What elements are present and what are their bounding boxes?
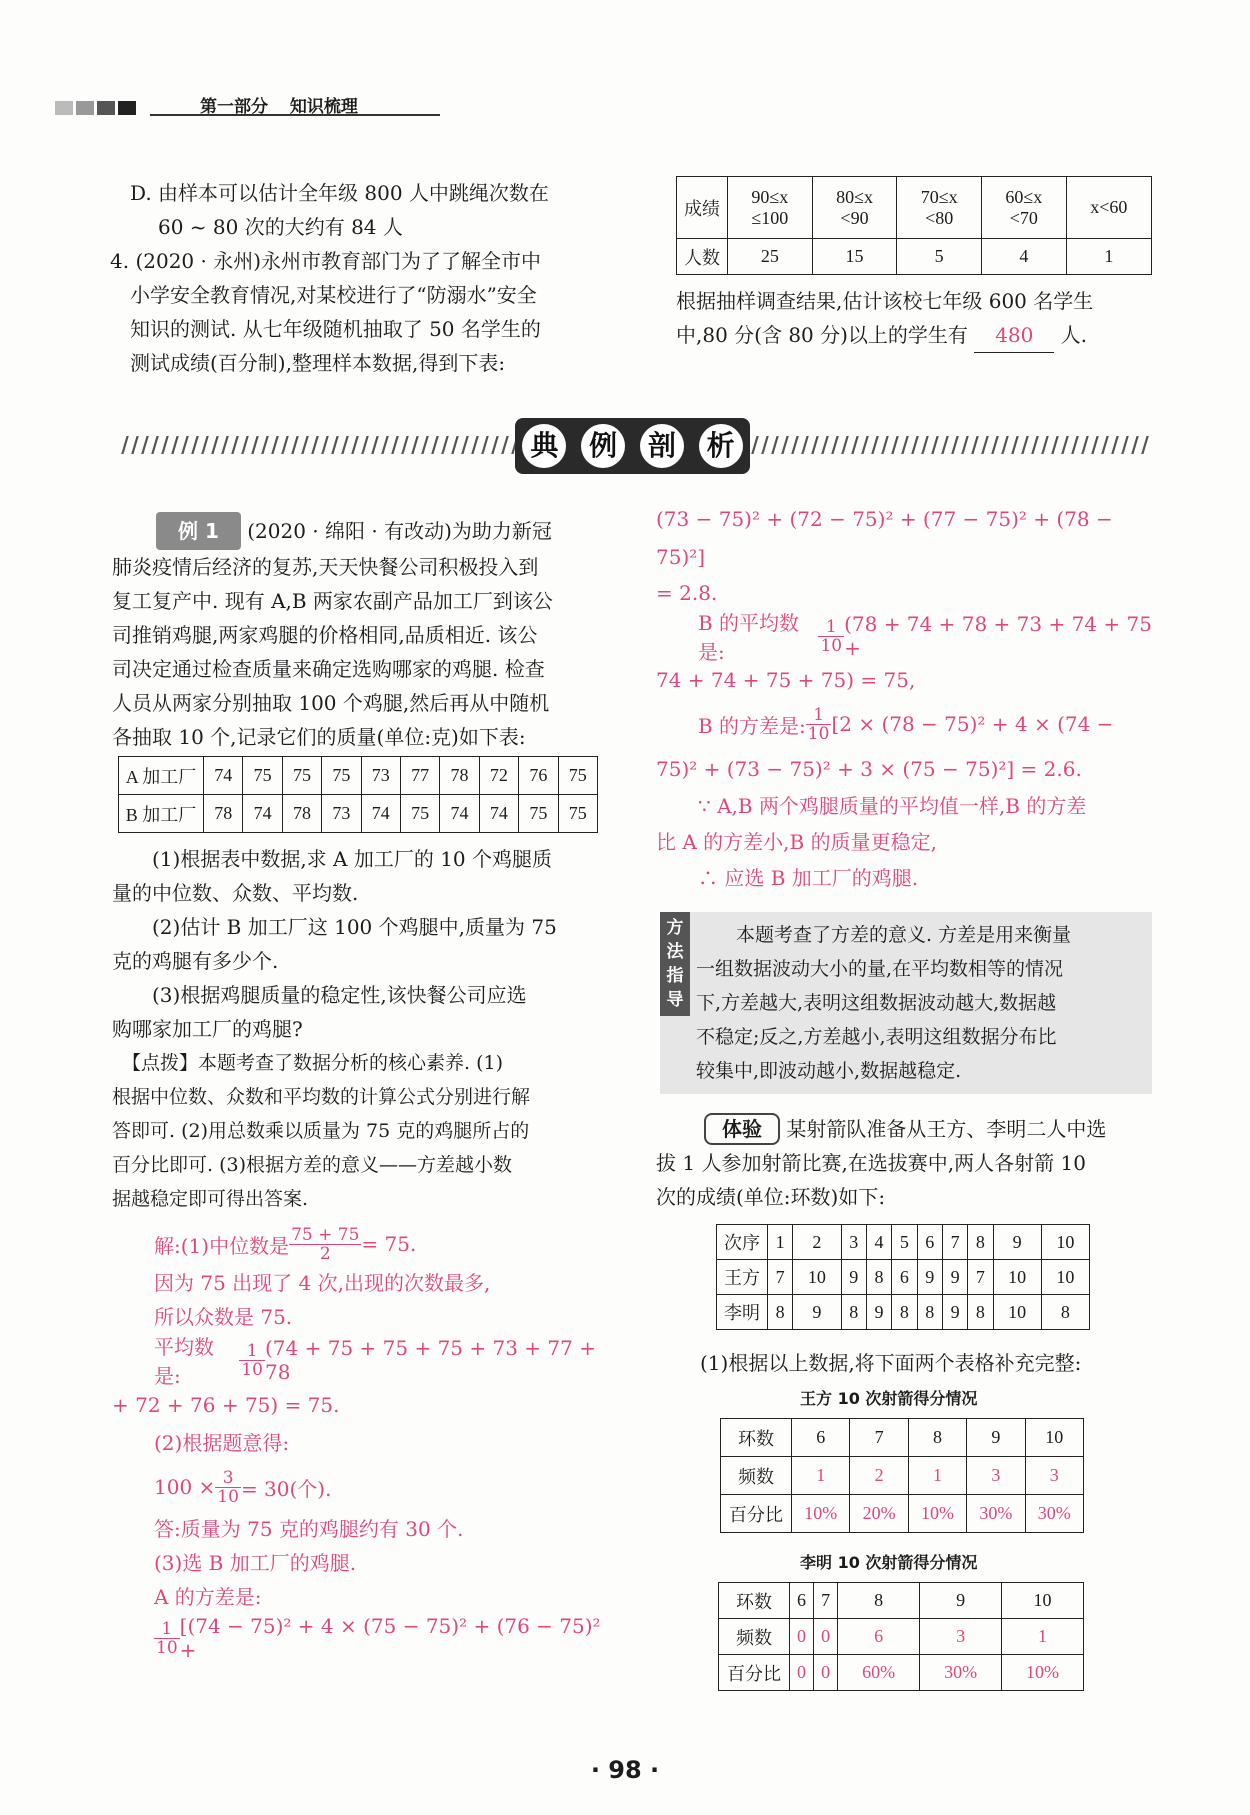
- cell: 75: [243, 757, 282, 795]
- cell: 10%: [908, 1495, 966, 1533]
- cell: 2: [850, 1457, 908, 1495]
- cell: 75: [558, 795, 597, 833]
- count-cell: 1: [1066, 239, 1151, 275]
- example1-line6: 人员从两家分别抽取 100 个鸡腿,然后再从中随机: [112, 691, 550, 715]
- cell: 72: [479, 757, 518, 795]
- variance-b-fraction: $\frac{1}{10}$: [807, 704, 830, 744]
- variance-b: B 的方差是: $\frac{1}{10}$ [2 × (78 − 75)² + 4 × (74 −: [698, 704, 1114, 744]
- cell: 9: [920, 1583, 1002, 1619]
- method-guide-label: 方 法 指 导: [660, 912, 690, 1016]
- example1-line1: 例 1 (2020 · 绵阳 · 有改动)为助力新冠: [112, 512, 612, 550]
- table-row: [717, 1260, 1090, 1295]
- cell: 10: [993, 1295, 1041, 1330]
- hint-line2: 根据中位数、众数和平均数的计算公式分别进行解: [112, 1086, 531, 1108]
- cell: 8: [968, 1225, 993, 1260]
- cell: 74: [204, 757, 243, 795]
- cell: 3: [841, 1225, 866, 1260]
- banner-char: 例: [581, 424, 625, 468]
- solution-mode-line2: 所以众数是 75.: [154, 1305, 293, 1329]
- table-row: [717, 1295, 1090, 1330]
- variance-a-fraction: $\frac{1}{10}$: [156, 1618, 178, 1658]
- mean-fraction: $\frac{1}{10}$: [241, 1340, 263, 1380]
- question3-line1: (3)根据鸡腿质量的稳定性,该快餐公司应选: [152, 983, 527, 1007]
- table-row: [721, 1457, 1084, 1495]
- solution-variance-a-formula: $\frac{1}{10}$ [(74 − 75)² + 4 × (75 − 75)² + (76 − 75)² +: [156, 1614, 601, 1662]
- section-banner-title: [515, 418, 750, 474]
- header-topic-label: 知识梳理: [289, 97, 358, 117]
- cell: 1: [1002, 1619, 1084, 1655]
- solution-mean-cont: + 72 + 76 + 75) = 75.: [112, 1393, 340, 1417]
- experience-badge: 体验: [704, 1113, 780, 1145]
- solution-median: 解:(1)中位数是 $\frac{75 + 75}{2}$ = 75.: [154, 1224, 417, 1264]
- left-top-block: [110, 176, 630, 380]
- experience-block: [656, 1112, 1156, 1214]
- question4-line2: 小学安全教育情况,对某校进行了“防溺水”安全: [130, 283, 537, 307]
- median-fraction: $\frac{75 + 75}{2}$: [291, 1224, 360, 1264]
- option-d-line2: 60 ~ 80 次的大约有 84 人: [158, 215, 403, 239]
- solution-part2-answer: 答:质量为 75 克的鸡腿约有 30 个.: [154, 1517, 464, 1541]
- row-label: 李明: [717, 1295, 768, 1330]
- header-section-label: 第一部分: [200, 97, 268, 117]
- solution-mean: 平均数是: $\frac{1}{10}$ (74 + 75 + 75 + 75 + 73 + 77 + 78: [154, 1335, 596, 1388]
- cell: 9: [841, 1260, 866, 1295]
- row-label: B 加工厂: [119, 795, 204, 833]
- hint-line5: 据越稳定即可得出答案.: [112, 1188, 309, 1210]
- score-table: [676, 176, 1152, 275]
- example1-badge: 例 1: [156, 512, 241, 550]
- question1-line1: (1)根据表中数据,求 A 加工厂的 10 个鸡腿质: [152, 847, 553, 871]
- cell: 30%: [920, 1655, 1002, 1691]
- cell: 30%: [1025, 1495, 1083, 1533]
- cell: 10: [1025, 1419, 1083, 1457]
- cell: 0: [814, 1655, 838, 1691]
- table-row: [721, 1495, 1084, 1533]
- cell: 74: [440, 795, 479, 833]
- solution-part2-head: (2)根据题意得:: [154, 1431, 290, 1455]
- cell: 6: [892, 1260, 917, 1295]
- experience-line1: 体验 某射箭队准备从王方、李明二人中选: [656, 1112, 1156, 1146]
- cell: 0: [790, 1619, 814, 1655]
- question4-line4: 测试成绩(百分制),整理样本数据,得到下表:: [130, 351, 506, 375]
- cell: 9: [866, 1295, 891, 1330]
- cell: 10%: [792, 1495, 850, 1533]
- table-row: [119, 757, 598, 795]
- cell: 7: [968, 1260, 993, 1295]
- archery-score-table: [716, 1224, 1090, 1330]
- cell: 9: [793, 1295, 841, 1330]
- solution-part3-head: (3)选 B 加工厂的鸡腿.: [154, 1551, 357, 1575]
- cell: 8: [908, 1419, 966, 1457]
- cell: 20%: [850, 1495, 908, 1533]
- cell: 7: [850, 1419, 908, 1457]
- cell: 3: [920, 1619, 1002, 1655]
- table-row: [119, 795, 598, 833]
- cell: 3: [1025, 1457, 1083, 1495]
- cell: 6: [838, 1619, 920, 1655]
- score-row-label: 成绩: [677, 177, 728, 239]
- estimate-line1: 根据抽样调查结果,估计该校七年级 600 名学生: [676, 289, 1094, 313]
- hint-line3: 答即可. (2)用总数乘以质量为 75 克的鸡腿所占的: [112, 1120, 530, 1142]
- cell: 75: [282, 757, 321, 795]
- cell: 4: [866, 1225, 891, 1260]
- count-cell: 4: [982, 239, 1067, 275]
- row-label: 频数: [719, 1619, 790, 1655]
- example1-block: [112, 512, 612, 754]
- cell: 0: [790, 1655, 814, 1691]
- fill-prompt: (1)根据以上数据,将下面两个表格补充完整:: [700, 1351, 1082, 1375]
- cell: 10: [993, 1260, 1041, 1295]
- experience-line2: 拔 1 人参加射箭比赛,在选拔赛中,两人各射箭 10: [656, 1151, 1086, 1175]
- cell: 8: [892, 1295, 917, 1330]
- row-label: 环数: [719, 1583, 790, 1619]
- cell: 6: [790, 1583, 814, 1619]
- question2-line1: (2)估计 B 加工厂这 100 个鸡腿中,质量为 75: [152, 915, 557, 939]
- cell: 10%: [1002, 1655, 1084, 1691]
- hint-block: [112, 1046, 612, 1216]
- question1-line2: 量的中位数、众数、平均数.: [112, 881, 359, 905]
- cell: 74: [479, 795, 518, 833]
- right-top-block: [676, 284, 1156, 353]
- table-row: [717, 1225, 1090, 1260]
- cell: 8: [841, 1295, 866, 1330]
- question2-line2: 克的鸡腿有多少个.: [112, 949, 279, 973]
- mean-b: B 的平均数是: $\frac{1}{10}$ (78 + 74 + 78 + 73 + 74 + 75 +: [698, 611, 1152, 664]
- solution-part2-calc: 100 × $\frac{3}{10}$ = 30(个).: [154, 1467, 332, 1507]
- li-score-table: [718, 1582, 1084, 1691]
- cell: 7: [942, 1225, 967, 1260]
- cell: 10: [1041, 1225, 1089, 1260]
- mean-b-cont: 74 + 74 + 75 + 75) = 75,: [656, 668, 916, 692]
- method-line3: 下,方差越大,表明这组数据波动越大,数据越: [696, 992, 1057, 1014]
- cell: 1: [768, 1225, 793, 1260]
- estimate-line2: 中,80 分(含 80 分)以上的学生有 480 人.: [676, 318, 1156, 353]
- method-line5: 较集中,即波动越小,数据越稳定.: [696, 1060, 962, 1082]
- score-header-cell: 90≤x ≤100: [728, 177, 813, 239]
- mean-b-fraction: $\frac{1}{10}$: [820, 616, 843, 656]
- cell: 7: [814, 1583, 838, 1619]
- li-table-caption: 李明 10 次射箭得分情况: [800, 1553, 978, 1572]
- row-label: A 加工厂: [119, 757, 204, 795]
- solution-left-block: [112, 1222, 622, 1662]
- cell: 74: [243, 795, 282, 833]
- cell: 9: [993, 1225, 1041, 1260]
- cell: 10: [793, 1260, 841, 1295]
- cell: 75: [322, 757, 361, 795]
- cell: 8: [768, 1295, 793, 1330]
- cell: 7: [768, 1260, 793, 1295]
- cell: 78: [440, 757, 479, 795]
- row-label: 次序: [717, 1225, 768, 1260]
- row-label: 百分比: [719, 1655, 790, 1691]
- cell: 73: [361, 757, 400, 795]
- score-header-cell: 80≤x <90: [812, 177, 897, 239]
- cell: 6: [917, 1225, 942, 1260]
- banner-char: 剖: [640, 424, 684, 468]
- table-row: [721, 1419, 1084, 1457]
- table-row: [719, 1583, 1084, 1619]
- banner-char: 典: [522, 424, 566, 468]
- method-line1: 本题考查了方差的意义. 方差是用来衡量: [736, 924, 1072, 946]
- question4-line3: 知识的测试. 从七年级随机抽取了 50 名学生的: [130, 317, 541, 341]
- cell: 9: [967, 1419, 1025, 1457]
- conclusion-line2: 比 A 的方差小,B 的质量更稳定,: [656, 830, 937, 854]
- count-fraction: $\frac{3}{10}$: [217, 1467, 239, 1507]
- experience-line3: 次的成绩(单位:环数)如下:: [656, 1185, 886, 1209]
- example1-line3: 复工复产中. 现有 A,B 两家农副产品加工厂到该公: [112, 589, 553, 613]
- cell: 74: [361, 795, 400, 833]
- cell: 9: [942, 1260, 967, 1295]
- score-header-cell: x<60: [1066, 177, 1151, 239]
- question3-line2: 购哪家加工厂的鸡腿?: [112, 1017, 303, 1041]
- count-cell: 25: [728, 239, 813, 275]
- solution-mode-line1: 因为 75 出现了 4 次,出现的次数最多,: [154, 1271, 491, 1295]
- cell: 8: [917, 1295, 942, 1330]
- conclusion-line1: ∵ A,B 两个鸡腿质量的平均值一样,B 的方差: [698, 794, 1087, 818]
- hint-line1: 【点拨】本题考查了数据分析的核心素养. (1): [122, 1052, 503, 1074]
- cell: 10: [1041, 1260, 1089, 1295]
- chicken-weight-table: [118, 756, 598, 833]
- cell: 2: [793, 1225, 841, 1260]
- cell: 78: [282, 795, 321, 833]
- cell: 10: [1002, 1583, 1084, 1619]
- count-row-label: 人数: [677, 239, 728, 275]
- solution-variance-a-label: A 的方差是:: [154, 1585, 262, 1609]
- count-cell: 15: [812, 239, 897, 275]
- cell: 9: [942, 1295, 967, 1330]
- method-line4: 不稳定;反之,方差越小,表明这组数据分布比: [696, 1026, 1057, 1048]
- table-row: [719, 1655, 1084, 1691]
- estimate-answer: 480: [974, 318, 1054, 353]
- cell: 9: [917, 1260, 942, 1295]
- wang-table-caption: 王方 10 次射箭得分情况: [800, 1389, 978, 1408]
- cell: 30%: [967, 1495, 1025, 1533]
- banner-char: 析: [699, 424, 743, 468]
- cell: 3: [967, 1457, 1025, 1495]
- row-label: 频数: [721, 1457, 792, 1495]
- cell: 8: [1041, 1295, 1089, 1330]
- cell: 60%: [838, 1655, 920, 1691]
- row-label: 王方: [717, 1260, 768, 1295]
- header-decoration: [55, 100, 139, 119]
- example1-line2: 肺炎疫情后经济的复苏,天天快餐公司积极投入到: [112, 555, 539, 579]
- variance-b-cont: 75)² + (73 − 75)² + 3 × (75 − 75)²] = 2.6.: [656, 757, 1082, 781]
- example1-line7: 各抽取 10 个,记录它们的质量(单位:克)如下表:: [112, 725, 526, 749]
- cell: 6: [792, 1419, 850, 1457]
- wang-score-table: [720, 1418, 1084, 1533]
- cell: 75: [400, 795, 439, 833]
- cell: 76: [519, 757, 558, 795]
- cell: 78: [204, 795, 243, 833]
- solution-right-block: [656, 500, 1156, 896]
- method-line2: 一组数据波动大小的量,在平均数相等的情况: [696, 958, 1064, 980]
- variance-a-result: = 2.8.: [656, 581, 718, 605]
- conclusion-line3: ∴ 应选 B 加工厂的鸡腿.: [698, 866, 919, 890]
- option-d-line1: D. 由样本可以估计全年级 800 人中跳绳次数在: [130, 181, 549, 205]
- questions-block: [112, 842, 612, 1046]
- method-guide-text: [696, 918, 1152, 1088]
- page-number: · 98 ·: [590, 1756, 660, 1784]
- hint-line4: 百分比即可. (3)根据方差的意义——方差越小数: [112, 1154, 512, 1176]
- cell: 73: [322, 795, 361, 833]
- cell: 77: [400, 757, 439, 795]
- question4-line1: 4. (2020 · 永州)永州市教育部门为了了解全市中: [110, 249, 542, 273]
- header-underline: [150, 114, 440, 116]
- row-label: 百分比: [721, 1495, 792, 1533]
- cell: 0: [814, 1619, 838, 1655]
- table-row: [719, 1619, 1084, 1655]
- cell: 5: [892, 1225, 917, 1260]
- score-header-cell: 70≤x <80: [897, 177, 982, 239]
- count-cell: 5: [897, 239, 982, 275]
- example1-line4: 司推销鸡腿,两家鸡腿的价格相同,品质相近. 该公: [112, 623, 538, 647]
- cell: 1: [792, 1457, 850, 1495]
- cell: 8: [838, 1583, 920, 1619]
- cell: 8: [968, 1295, 993, 1330]
- cell: 1: [908, 1457, 966, 1495]
- score-header-cell: 60≤x <70: [982, 177, 1067, 239]
- row-label: 环数: [721, 1419, 792, 1457]
- variance-a-cont: (73 − 75)² + (72 − 75)² + (77 − 75)² + (78 − 75)²]: [656, 507, 1113, 569]
- cell: 75: [558, 757, 597, 795]
- cell: 75: [519, 795, 558, 833]
- example1-line5: 司决定通过检查质量来确定选购哪家的鸡腿. 检查: [112, 657, 545, 681]
- cell: 8: [866, 1260, 891, 1295]
